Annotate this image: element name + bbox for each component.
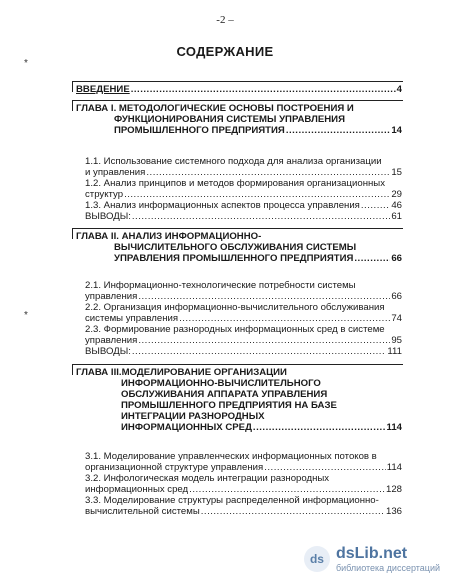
toc-entry-text: управления (85, 335, 138, 346)
toc-entry-text: и управления (85, 167, 146, 178)
watermark-brand: dsLib.net (335, 545, 408, 562)
toc-entry-text: ИНТЕГРАЦИИ РАЗНОРОДНЫХ (121, 411, 265, 422)
toc-section-entry (85, 156, 402, 178)
toc-entry-text: ПРОМЫШЛЕННОГО ПРЕДПРИЯТИЯ (114, 125, 285, 136)
dot-leader (132, 211, 390, 222)
toc-entry-text: 1.3. Анализ информационных аспектов процесса управления (85, 200, 360, 211)
toc-entry-text: 2.2. Организация информационно-вычислительного обслуживания (85, 302, 385, 313)
toc-entry-text: 3.2. Инфологическая модель интеграции разнородных (85, 473, 330, 484)
toc-section-entry (85, 178, 402, 200)
toc-entry-text: ИНФОРМАЦИОННЫХ СРЕД (121, 422, 252, 433)
toc-entry-text: ВЫВОДЫ: (85, 211, 131, 222)
dot-leader (146, 167, 390, 178)
toc-page-number: 4 (396, 84, 402, 95)
toc-page-number: 46 (391, 200, 402, 211)
toc-section-entry (85, 346, 402, 357)
toc-section-entry (85, 451, 402, 473)
toc-entry-text: ВЫВОДЫ: (85, 346, 131, 357)
toc-entry-text: УПРАВЛЕНИЯ ПРОМЫШЛЕННОГО ПРЕДПРИЯТИЯ (114, 253, 354, 264)
toc-entry-text: организационной структуре управления (85, 462, 264, 473)
toc-entry-text: вычислительной системы (85, 506, 200, 517)
toc-entry-text: ВЫЧИСЛИТЕЛЬНОГО ОБСЛУЖИВАНИЯ СИСТЕМЫ (114, 242, 357, 253)
dot-leader (138, 291, 390, 302)
toc-entry-text: ВВЕДЕНИЕ (76, 84, 130, 95)
dot-leader (131, 84, 396, 95)
dot-leader (124, 189, 390, 200)
toc-entry-text: ГЛАВА II. АНАЛИЗ ИНФОРМАЦИОННО- (76, 231, 262, 242)
toc-page-number: 14 (391, 125, 402, 136)
page-number: -2 – (216, 14, 234, 26)
toc-page-number: 66 (391, 291, 402, 302)
dslib-logo-icon: ds (304, 546, 330, 572)
toc-entry-text: 3.1. Моделирование управленческих информационных потоков в (85, 451, 377, 462)
dot-leader (189, 484, 385, 495)
toc-entry-text: системы управления (85, 313, 179, 324)
dot-leader (264, 462, 385, 473)
toc-page-number: 136 (385, 506, 402, 517)
toc-entry-text: 1.2. Анализ принципов и методов формирования организационных (85, 178, 385, 189)
toc-page-number: 114 (386, 422, 402, 433)
toc-entry-text: ИНФОРМАЦИОННО-ВЫЧИСЛИТЕЛЬНОГО (121, 378, 321, 389)
toc-entry-text: структур (85, 189, 124, 200)
page-title: СОДЕРЖАНИЕ (176, 44, 274, 59)
dot-leader (179, 313, 390, 324)
toc-section-entry (85, 324, 402, 346)
toc-entry-text: информационных сред (85, 484, 189, 495)
toc-page-number: 66 (391, 253, 402, 264)
toc-entry-text: 2.3. Формирование разнородных информационных сред в системе (85, 324, 385, 335)
toc-chapter-entry (76, 84, 402, 95)
toc-entry-text: ГЛАВА III.МОДЕЛИРОВАНИЕ ОРГАНИЗАЦИИ (76, 367, 287, 378)
toc-chapter-entry (76, 231, 402, 264)
dot-leader (286, 125, 391, 136)
watermark-subtitle: библиотека диссертаций (335, 563, 440, 573)
toc-chapter-entry (76, 367, 402, 433)
toc-section-entry (85, 211, 402, 222)
toc-entry-text: ПРОМЫШЛЕННОГО ПРЕДПРИЯТИЯ НА БАЗЕ (121, 400, 337, 411)
toc-page-number: 74 (391, 313, 402, 324)
toc-page-number: 29 (391, 189, 402, 200)
margin-mark: * (24, 58, 28, 69)
toc-page-number: 95 (391, 335, 402, 346)
toc-page-number: 114 (386, 462, 402, 473)
toc-entry-text: управления (85, 291, 138, 302)
dot-leader (138, 335, 390, 346)
dot-leader (132, 346, 387, 357)
toc-page-number: 15 (391, 167, 402, 178)
toc-page-number: 111 (387, 346, 402, 357)
dot-leader (361, 200, 390, 211)
toc-page-number: 128 (385, 484, 402, 495)
margin-mark: * (24, 310, 28, 321)
toc-entry-text: ФУНКЦИОНИРОВАНИЯ СИСТЕМЫ УПРАВЛЕНИЯ (114, 114, 345, 125)
dot-leader (201, 506, 385, 517)
toc-section-entry (85, 200, 402, 211)
toc-section-entry (85, 302, 402, 324)
toc-entry-text: ГЛАВА I. МЕТОДОЛОГИЧЕСКИЕ ОСНОВЫ ПОСТРОЕНИЯ И (76, 103, 354, 114)
toc-entry-text: ОБСЛУЖИВАНИЯ АППАРАТА УПРАВЛЕНИЯ (121, 389, 328, 400)
toc-entry-text: 3.3. Моделирование структуры распределенной информационно- (85, 495, 379, 506)
toc-chapter-entry (76, 103, 402, 136)
toc-section-entry (85, 473, 402, 495)
dot-leader (253, 422, 386, 433)
watermark (304, 545, 440, 573)
dot-leader (354, 253, 390, 264)
toc-entry-text: 2.1. Информационно-технологические потребности системы (85, 280, 356, 291)
toc-entry-text: 1.1. Использование системного подхода для анализа организации (85, 156, 382, 167)
toc-section-entry (85, 495, 402, 517)
toc-section-entry (85, 280, 402, 302)
toc-page-number: 61 (391, 211, 402, 222)
